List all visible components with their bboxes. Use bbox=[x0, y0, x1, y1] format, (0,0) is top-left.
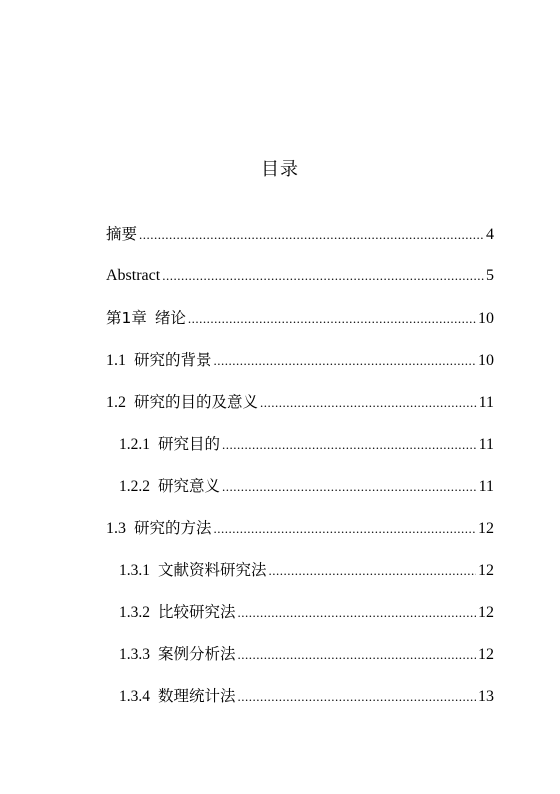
toc-entry-page: 4 bbox=[486, 226, 494, 243]
toc-leader-dots bbox=[269, 559, 476, 583]
toc-entry-abstract-en[interactable] bbox=[106, 264, 494, 306]
toc-entry-page: 11 bbox=[478, 436, 494, 453]
toc-entry-label: 比较研究法 bbox=[158, 603, 236, 621]
toc-leader-dots bbox=[214, 349, 476, 373]
toc-entry-label: 研究的方法 bbox=[134, 519, 212, 537]
toc-entry-number: 1.3.4 bbox=[119, 688, 150, 705]
toc-entry-1-3-2[interactable] bbox=[106, 600, 494, 642]
toc-title: 目录 bbox=[261, 159, 299, 180]
toc-entry-number: 1.2.2 bbox=[119, 478, 150, 495]
toc-entry-1-1[interactable] bbox=[106, 348, 494, 390]
toc-entry-number: 1.1 bbox=[106, 352, 126, 369]
toc-entry-number: 第1章 bbox=[106, 309, 147, 327]
toc-entry-1-2-2[interactable] bbox=[106, 474, 494, 516]
toc-entry-label: 数理统计法 bbox=[158, 687, 236, 705]
toc-entry-number: 1.3.2 bbox=[119, 604, 150, 621]
toc-leader-dots bbox=[222, 475, 477, 499]
toc-entry-number: 1.3.1 bbox=[119, 562, 150, 579]
toc-entry-label: Abstract bbox=[106, 267, 161, 284]
toc-entry-number: 1.3.3 bbox=[119, 646, 150, 663]
toc-entry-label: 案例分析法 bbox=[158, 645, 236, 663]
toc-list bbox=[106, 222, 494, 726]
toc-entry-1-2-1[interactable] bbox=[106, 432, 494, 474]
toc-entry-1-3-3[interactable] bbox=[106, 642, 494, 684]
toc-entry-chapter-1[interactable] bbox=[106, 306, 494, 348]
toc-entry-page: 12 bbox=[478, 604, 494, 621]
toc-leader-dots bbox=[162, 264, 484, 288]
toc-entry-page: 10 bbox=[478, 310, 494, 327]
toc-entry-label: 文献资料研究法 bbox=[158, 561, 267, 579]
toc-entry-1-3-4[interactable] bbox=[106, 684, 494, 726]
toc-entry-label: 研究的背景 bbox=[134, 351, 212, 369]
toc-leader-dots bbox=[260, 391, 477, 415]
toc-leader-dots bbox=[238, 601, 476, 625]
toc-leader-dots bbox=[139, 223, 484, 247]
toc-entry-1-2[interactable] bbox=[106, 390, 494, 432]
toc-leader-dots bbox=[238, 643, 476, 667]
toc-entry-label: 研究目的 bbox=[158, 435, 221, 453]
toc-entry-label: 绪论 bbox=[154, 309, 186, 327]
toc-entry-number: 1.3 bbox=[106, 520, 126, 537]
toc-leader-dots bbox=[188, 307, 476, 331]
toc-entry-label: 研究的目的及意义 bbox=[134, 393, 259, 411]
toc-entry-label: 研究意义 bbox=[158, 477, 221, 495]
toc-entry-label: 摘要 bbox=[106, 225, 138, 243]
toc-entry-page: 10 bbox=[478, 352, 494, 369]
toc-leader-dots bbox=[222, 433, 477, 457]
toc-entry-number: 1.2 bbox=[106, 394, 126, 411]
toc-entry-page: 12 bbox=[478, 520, 494, 537]
toc-entry-abstract-cn[interactable] bbox=[106, 222, 494, 264]
toc-entry-1-3[interactable] bbox=[106, 516, 494, 558]
toc-entry-1-3-1[interactable] bbox=[106, 558, 494, 600]
toc-entry-page: 5 bbox=[486, 267, 494, 284]
toc-entry-page: 13 bbox=[478, 688, 494, 705]
toc-leader-dots bbox=[238, 685, 476, 709]
toc-entry-page: 12 bbox=[478, 562, 494, 579]
toc-entry-number: 1.2.1 bbox=[119, 436, 150, 453]
toc-entry-page: 12 bbox=[478, 646, 494, 663]
toc-entry-page: 11 bbox=[478, 478, 494, 495]
toc-leader-dots bbox=[214, 517, 476, 541]
toc-entry-page: 11 bbox=[478, 394, 494, 411]
